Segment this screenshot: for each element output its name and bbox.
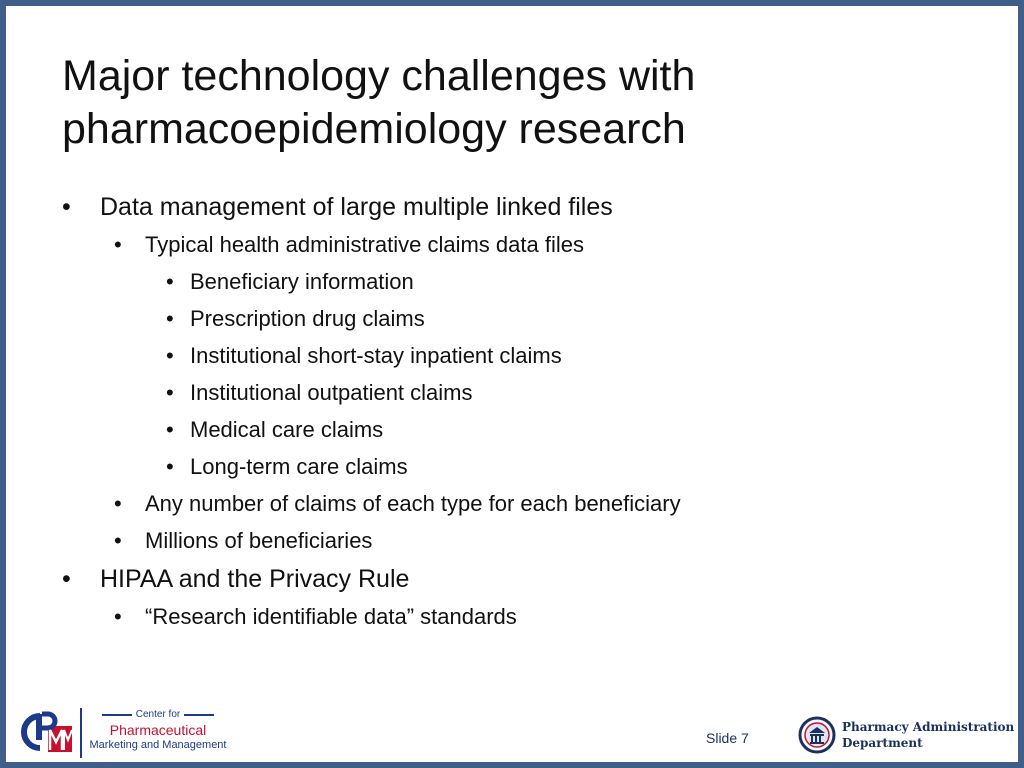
- bullet-text: Data management of large multiple linked files: [100, 193, 613, 221]
- cpmm-monogram-icon: [18, 710, 74, 754]
- bullet-item: [6, 561, 1018, 598]
- department-line-1: Pharmacy Administration: [842, 720, 1015, 734]
- bullet-text: Medical care claims: [190, 417, 384, 442]
- cpmm-line-1: Center for: [135, 709, 181, 720]
- wordmark-rule: [184, 714, 214, 716]
- bullet-dot: •: [114, 604, 122, 629]
- bullet-text: Any number of claims of each type for each beneficiary: [145, 491, 681, 516]
- bullet-dot: •: [114, 232, 122, 257]
- cpmm-wordmark: [88, 708, 228, 752]
- bullet-item: [6, 263, 1018, 300]
- bullet-dot: •: [62, 193, 71, 221]
- bullet-dot: •: [166, 306, 174, 331]
- bullet-text: Millions of beneficiaries: [145, 528, 373, 553]
- bullet-text: HIPAA and the Privacy Rule: [100, 565, 410, 593]
- bullet-item: [6, 374, 1018, 411]
- slide-title-line-2: pharmacoepidemiology research: [62, 105, 686, 153]
- bullet-item: [6, 485, 1018, 522]
- slide-title: [62, 50, 982, 156]
- bullet-dot: •: [62, 565, 71, 593]
- bullet-text: Prescription drug claims: [190, 306, 425, 331]
- pharmacy-administration-logo-block: [798, 713, 1016, 761]
- bullet-item: [6, 337, 1018, 374]
- bullet-dot: •: [114, 528, 122, 553]
- cpmm-logo-block: [18, 706, 228, 762]
- wordmark-rule: [102, 714, 132, 716]
- cpmm-line-3: Marketing and Management: [89, 739, 227, 751]
- bullet-list: [6, 189, 1018, 635]
- bullet-dot: •: [166, 380, 174, 405]
- bullet-text: Institutional outpatient claims: [190, 380, 473, 405]
- bullet-dot: •: [166, 269, 174, 294]
- bullet-text: “Research identifiable data” standards: [145, 604, 517, 629]
- bullet-item: [6, 189, 1018, 226]
- bullet-text: Typical health administrative claims data files: [145, 232, 584, 257]
- bullet-text: Long-term care claims: [190, 454, 408, 479]
- logo-divider: [80, 708, 82, 758]
- bullet-item: [6, 448, 1018, 485]
- bullet-item: [6, 522, 1018, 559]
- bullet-dot: •: [166, 343, 174, 368]
- bullet-dot: •: [114, 491, 122, 516]
- bullet-item: [6, 300, 1018, 337]
- bullet-dot: •: [166, 454, 174, 479]
- bullet-item: [6, 411, 1018, 448]
- bullet-item: [6, 226, 1018, 263]
- slide-title-line-1: Major technology challenges with: [62, 52, 696, 100]
- bullet-item: [6, 598, 1018, 635]
- slide-number: Slide 7: [706, 730, 749, 746]
- cpmm-line-2: Pharmaceutical: [109, 722, 207, 738]
- bullet-dot: •: [166, 417, 174, 442]
- bullet-text: Institutional short-stay inpatient claims: [190, 343, 562, 368]
- bullet-text: Beneficiary information: [190, 269, 414, 294]
- department-wordmark: [842, 719, 1014, 751]
- department-line-2: Department: [842, 736, 923, 750]
- university-seal-icon: [798, 713, 836, 757]
